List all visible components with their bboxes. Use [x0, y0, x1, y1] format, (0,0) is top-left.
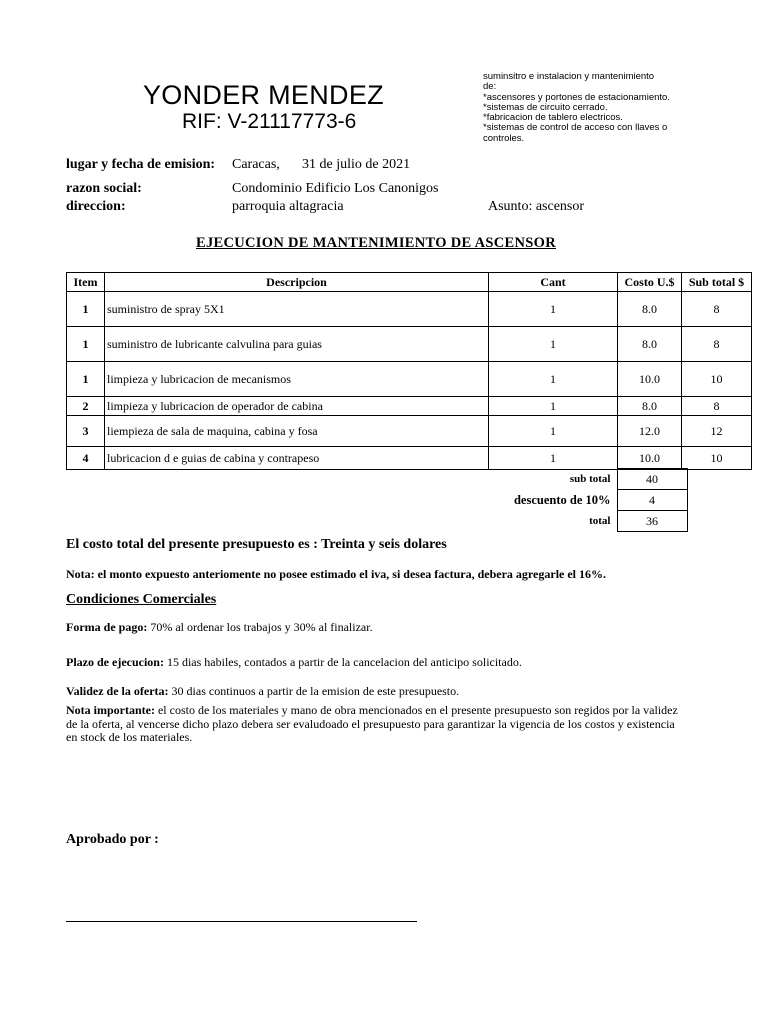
social-value: Condominio Edificio Los Canonigos: [232, 181, 439, 196]
row-subtotal: 12: [682, 416, 752, 447]
services-line: *sistemas de control de acceso con llaves o: [483, 122, 668, 134]
header-description: Descripcion: [105, 273, 489, 292]
discount-row: [66, 490, 687, 511]
row-unit-cost: 8.0: [618, 397, 682, 416]
row-description: suministro de spray 5X1: [105, 292, 489, 327]
conditions-title: Condiciones Comerciales: [66, 592, 217, 607]
services-list: [483, 72, 723, 144]
items-table: [66, 272, 752, 470]
row-item: 4: [67, 447, 105, 470]
table-row: [67, 397, 752, 416]
address-value: parroquia altagracia: [232, 199, 344, 214]
row-item: 1: [67, 327, 105, 362]
payment-value: 70% al ordenar los trabajos y 30% al finalizar.: [147, 620, 373, 634]
row-unit-cost: 12.0: [618, 416, 682, 447]
total-value: 36: [617, 511, 687, 532]
table-header-row: [67, 273, 752, 292]
company-rif: RIF: V-21117773-6: [182, 110, 357, 133]
row-unit-cost: 10.0: [618, 362, 682, 397]
emission-place: Caracas,: [232, 157, 280, 172]
row-quantity: 1: [489, 447, 618, 470]
company-name: YONDER MENDEZ: [143, 80, 384, 110]
row-item: 1: [67, 362, 105, 397]
row-item: 3: [67, 416, 105, 447]
total-label: total: [589, 515, 611, 527]
totals-table: [66, 468, 688, 532]
important-note: [66, 704, 688, 745]
validity-label: Validez de la oferta:: [66, 684, 169, 698]
important-value: el costo de los materiales y mano de obra mencionados en el presente presupuesto son regidos por la validez de la oferta, al vencerse dicho plazo debera ser evaludoado el presupuesto para garantizar la vigencia de los costos y existencia en stock de los materiales.: [66, 703, 678, 744]
services-line: *sistemas de circuito cerrado.: [483, 101, 608, 113]
row-quantity: 1: [489, 327, 618, 362]
emission-label: lugar y fecha de emision:: [66, 157, 216, 172]
table-row: [67, 416, 752, 447]
row-quantity: 1: [489, 292, 618, 327]
row-quantity: 1: [489, 397, 618, 416]
total-row: [66, 511, 687, 532]
subtotal-value: 40: [617, 469, 687, 490]
row-subtotal: 8: [682, 397, 752, 416]
total-in-words: El costo total del presente presupuesto es : Treinta y seis dolares: [66, 537, 447, 552]
approved-by-label: Aprobado por :: [66, 832, 159, 847]
services-line: *ascensores y portones de estacionamiento.: [483, 91, 670, 103]
discount-label: descuento de 10%: [513, 492, 611, 507]
social-label: razon social:: [66, 181, 142, 196]
document-heading: EJECUCION DE MANTENIMIENTO DE ASCENSOR: [196, 235, 556, 251]
row-description: limpieza y lubricacion de mecanismos: [105, 362, 489, 397]
row-unit-cost: 8.0: [618, 292, 682, 327]
table-row: [67, 362, 752, 397]
row-quantity: 1: [489, 416, 618, 447]
row-unit-cost: 8.0: [618, 327, 682, 362]
row-subtotal: 8: [682, 292, 752, 327]
row-description: suministro de lubricante calvulina para guias: [105, 327, 489, 362]
services-line: *fabricacion de tablero electricos.: [483, 112, 623, 124]
row-description: limpieza y lubricacion de operador de cabina: [105, 397, 489, 416]
row-item: 1: [67, 292, 105, 327]
row-unit-cost: 10.0: [618, 447, 682, 470]
execution-term: [66, 655, 522, 670]
table-row: [67, 327, 752, 362]
services-line: de:: [483, 81, 497, 93]
offer-validity: [66, 684, 459, 699]
row-description: liempieza de sala de maquina, cabina y fosa: [105, 416, 489, 447]
tax-note: Nota: el monto expuesto anteriomente no posee estimado el iva, si desea factura, debera agregarle el 16%.: [66, 567, 607, 581]
subtotal-row: [66, 469, 687, 490]
payment-label: Forma de pago:: [66, 620, 148, 634]
table-row: [67, 292, 752, 327]
discount-value: 4: [617, 490, 687, 511]
row-quantity: 1: [489, 362, 618, 397]
header-item: Item: [67, 273, 105, 292]
validity-value: 30 dias continuos a partir de la emision de este presupuesto.: [168, 684, 460, 698]
row-description: lubricacion d e guias de cabina y contrapeso: [105, 447, 489, 470]
services-line: suminsitro e instalacion y mantenimiento: [483, 71, 655, 82]
row-subtotal: 10: [682, 362, 752, 397]
subtotal-label: sub total: [569, 473, 611, 485]
term-value: 15 dias habiles, contados a partir de la cancelacion del anticipo solicitado.: [163, 655, 522, 669]
header-subtotal: Sub total $: [682, 273, 752, 292]
payment-terms: [66, 620, 373, 635]
emission-date: 31 de julio de 2021: [302, 157, 411, 172]
important-label: Nota importante:: [66, 703, 155, 717]
services-line: controles.: [483, 132, 525, 144]
header-quantity: Cant: [489, 273, 618, 292]
header-unit-cost: Costo U.$: [618, 273, 682, 292]
signature-line: [66, 921, 417, 922]
row-subtotal: 8: [682, 327, 752, 362]
subject: Asunto: ascensor: [488, 199, 585, 214]
table-row: [67, 447, 752, 470]
address-label: direccion:: [66, 199, 126, 214]
term-label: Plazo de ejecucion:: [66, 655, 164, 669]
row-subtotal: 10: [682, 447, 752, 470]
row-item: 2: [67, 397, 105, 416]
